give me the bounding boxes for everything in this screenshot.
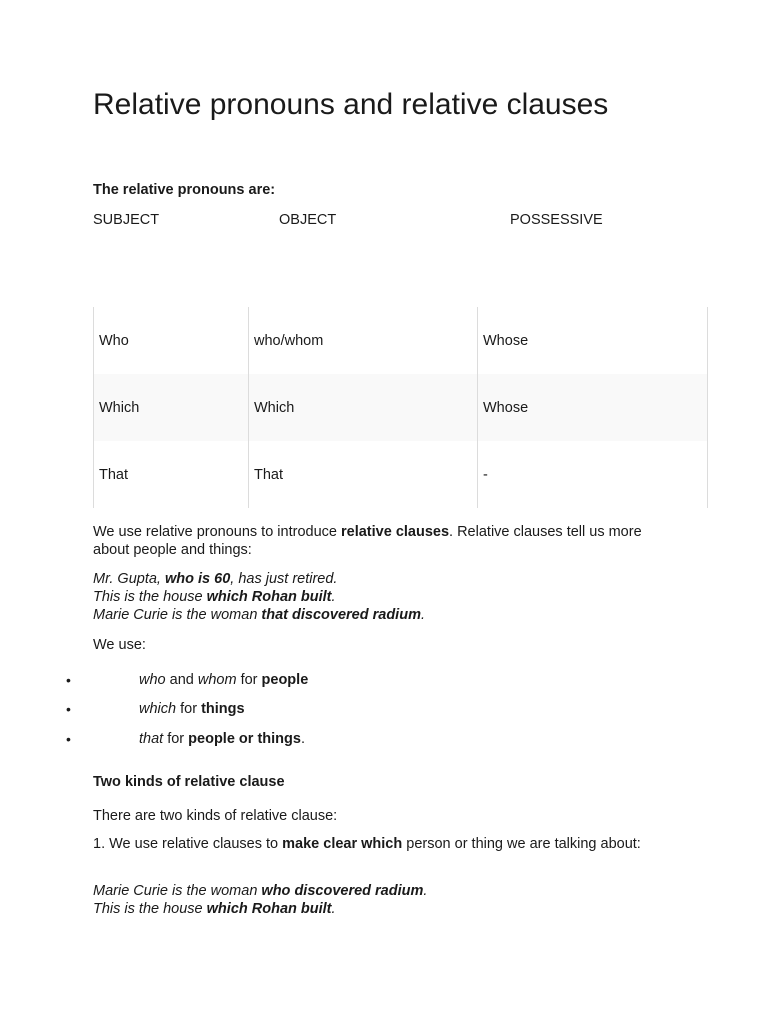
table-row	[94, 307, 708, 374]
examples-block	[93, 570, 663, 624]
table-cell: That	[249, 441, 478, 508]
italic-span: Mr. Gupta,	[93, 571, 165, 587]
point-one-paragraph	[93, 835, 663, 853]
text-span: . Relative clauses tell us more about people and things:	[93, 524, 642, 558]
table-cell: who/whom	[249, 307, 478, 374]
bold-italic-span: which Rohan built	[206, 901, 332, 917]
example-line	[93, 570, 663, 588]
page-title: Relative pronouns and relative clauses	[93, 88, 609, 121]
bold-italic-span: that discovered radium	[261, 607, 421, 623]
list-item-text	[139, 671, 308, 689]
italic-span: This is the house	[93, 589, 207, 605]
intro-heading: The relative pronouns are:	[93, 182, 276, 198]
italic-span: Marie Curie is the woman	[93, 883, 262, 899]
list-item-text	[139, 730, 305, 748]
bold-span: people or things	[188, 731, 301, 747]
bullet-icon: •	[66, 731, 71, 747]
italic-span: .	[420, 607, 425, 623]
example-line	[93, 900, 663, 918]
table-row	[94, 374, 708, 441]
table-cell: Whose	[478, 307, 708, 374]
italic-span: who	[139, 672, 166, 688]
column-head-possessive: POSSESSIVE	[510, 212, 603, 228]
bullet-icon: •	[66, 672, 71, 688]
section-heading: Two kinds of relative clause	[93, 774, 285, 790]
italic-span: .	[331, 901, 336, 917]
bold-span: relative clauses	[341, 524, 450, 540]
column-head-subject: SUBJECT	[93, 212, 160, 228]
bold-span: people	[261, 672, 309, 688]
pronoun-table	[93, 307, 708, 508]
italic-span: This is the house	[93, 901, 207, 917]
text-span: We use relative pronouns to introduce	[93, 524, 341, 540]
bullet-icon: •	[66, 701, 71, 717]
bold-span: make clear which	[282, 836, 403, 852]
table-cell: Which	[249, 374, 478, 441]
bold-italic-span: who is 60	[164, 571, 231, 587]
example-line	[93, 882, 663, 900]
table-cell: That	[94, 441, 249, 508]
text-span: for	[176, 701, 202, 717]
text-span: for	[163, 731, 189, 747]
example-line	[93, 606, 663, 624]
text-span: 1. We use relative clauses to	[93, 836, 283, 852]
text-span: person or thing we are talking about:	[402, 836, 641, 852]
italic-span: whom	[197, 672, 237, 688]
table-cell: Who	[94, 307, 249, 374]
table-row	[94, 441, 708, 508]
table-cell: -	[478, 441, 708, 508]
text-span: for	[236, 672, 262, 688]
text-span: .	[300, 731, 305, 747]
italic-span: .	[423, 883, 428, 899]
examples-block	[93, 882, 663, 918]
bold-span: things	[201, 701, 245, 717]
section-intro: There are two kinds of relative clause:	[93, 808, 338, 824]
table-cell: Whose	[478, 374, 708, 441]
list-item-text	[139, 700, 245, 718]
italic-span: which	[139, 701, 177, 717]
italic-span: , has just retired.	[230, 571, 338, 587]
intro-paragraph	[93, 523, 663, 559]
text-span: and	[165, 672, 198, 688]
column-head-object: OBJECT	[279, 212, 337, 228]
italic-span: that	[139, 731, 164, 747]
bold-italic-span: which Rohan built	[206, 589, 332, 605]
example-line	[93, 588, 663, 606]
bold-italic-span: who discovered radium	[261, 883, 424, 899]
italic-span: Marie Curie is the woman	[93, 607, 262, 623]
we-use-label: We use:	[93, 637, 146, 653]
table-cell: Which	[94, 374, 249, 441]
italic-span: .	[331, 589, 336, 605]
